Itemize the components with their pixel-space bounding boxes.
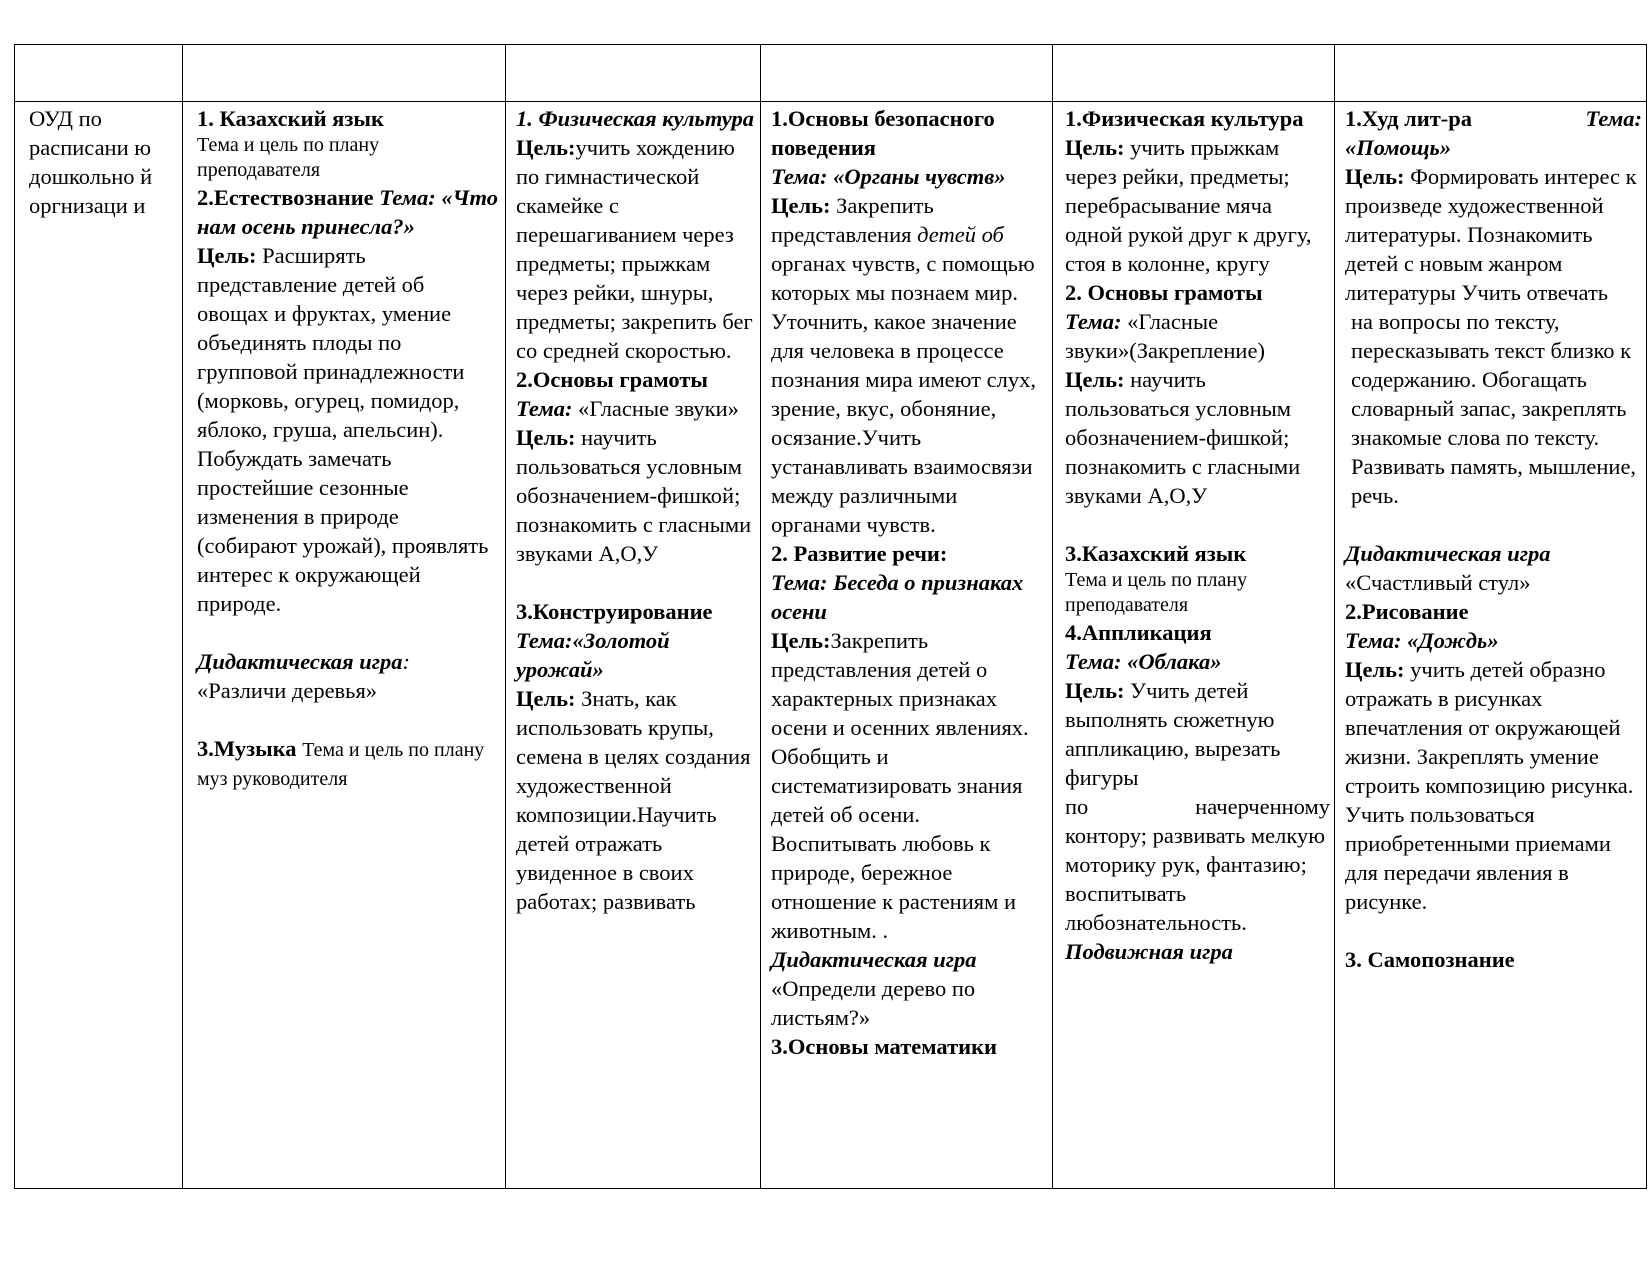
goal-text: научить пользоваться условным обозначением-фишкой; познакомить с гласными звуками А,О,У (1065, 367, 1301, 508)
goal-label: Цель: (1065, 367, 1125, 392)
day-cell-1 (183, 102, 506, 1189)
theme-text: «Гласные звуки» (578, 396, 739, 421)
goal-text-italic: детей об (917, 222, 1004, 247)
theme-label: Тема: (1065, 309, 1122, 334)
game-text: «Счастливый стул» (1345, 570, 1531, 595)
header-cell-2 (183, 45, 506, 102)
goal-label: Цель: (1065, 678, 1125, 703)
theme-label: Тема: (771, 164, 828, 189)
game-text: «Различи деревья» (197, 678, 378, 703)
goal-text: Закрепить представления (771, 193, 934, 247)
game-label: Дидактическая игра (197, 649, 403, 674)
goal-text: Расширять представление детей об овощах и фруктах, умение объединять плоды по групповой принадлежности (морковь, огурец, помидор, яблоко, груша, апельсин). Побуждать замечать простейшие сезонные изменения в природе (собирают урожай), проявлять интерес к окружающей природе. (197, 243, 489, 616)
theme-label: Тема: (771, 570, 828, 595)
game-text: «Определи дерево по листьям?» (771, 976, 976, 1030)
subject-title: 1. Казахский язык (197, 106, 384, 131)
day-cell-5 (1335, 102, 1647, 1189)
subject-title: 2.Основы грамоты (516, 367, 708, 392)
theme-text: «Что нам осень принесла?» (197, 185, 498, 239)
subject-title: 1.Основы безопасного поведения (771, 106, 995, 160)
subject-title: 3.Основы математики (771, 1034, 998, 1059)
schedule-sheet (14, 44, 1646, 1188)
theme-text: «Органы чувств» (833, 164, 1006, 189)
game-label: Дидактическая игра (1345, 541, 1551, 566)
row-label: ОУД по расписани ю дошкольно й оргнизаци и (29, 106, 153, 218)
game-label: Подвижная игра (1065, 939, 1233, 964)
theme-label: Тема: (516, 628, 573, 653)
subject-text: Тема и цель по плану преподавателя (1065, 569, 1248, 616)
goal-text: учить прыжкам через рейки, предметы; перебрасывание мяча одной рукой друг к другу, стоя в колонне, кругу (1065, 135, 1312, 276)
goal-text: научить пользоваться условным обозначением-фишкой; познакомить с гласными звуками А,О,У (516, 425, 752, 566)
subject-title: 1.Худ лит-ра (1345, 106, 1473, 131)
subject-title: 3.Казахский язык (1065, 541, 1247, 566)
goal-label: Цель: (1065, 135, 1125, 160)
header-row (15, 45, 1647, 102)
row-label-cell (15, 102, 183, 1189)
subject-title: 1. Физическая культура (516, 106, 754, 131)
header-cell-6 (1335, 45, 1647, 102)
goal-text: Формировать интерес к произведе художественной литературы. Познакомить детей с новым жанром литературы Учить отвечать (1345, 164, 1637, 305)
header-cell-5 (1053, 45, 1335, 102)
game-label: Дидактическая игра (771, 947, 977, 972)
goal-text: контору; развивать мелкую моторику рук, фантазию; воспитывать любознательность. (1065, 823, 1326, 935)
subject-title: 2.Естествознание (197, 185, 374, 210)
header-cell-1 (15, 45, 183, 102)
schedule-table (14, 44, 1647, 1189)
goal-text: органах чувств, с помощью которых мы познаем мир. Уточнить, какое значение для человека в процессе познания мира имеют слух, зрение, вкус, обоняние, осязание.Учить устанавливать взаимосвязи между различными органами чувств. (771, 251, 1036, 537)
theme-text: «Дождь» (1407, 628, 1499, 653)
goal-text: учить детей образно отражать в рисунках впечатления от окружающей жизни. Закреплять умение строить композицию рисунка. Учить пользоваться приобретенными приемами для передачи явления в рисунке. (1345, 657, 1634, 914)
subject-text: Тема и цель по плану преподавателя (197, 134, 380, 181)
goal-label: Цель: (516, 425, 576, 450)
subject-title: 4.Аппликация (1065, 620, 1212, 645)
header-cell-3 (506, 45, 761, 102)
goal-text: Знать, как использовать крупы, семена в целях создания художественной композиции.Научить детей отражать увиденное в своих работах; развивать (516, 686, 751, 914)
subject-title: 2. Развитие речи: (771, 541, 948, 566)
day-cell-3 (761, 102, 1053, 1189)
theme-text: Беседа о признаках осени (771, 570, 1024, 624)
game-colon: : (402, 649, 411, 674)
subject-title: 2. Основы грамоты (1065, 280, 1263, 305)
goal-label: Цель: (197, 243, 257, 268)
activities-row (15, 102, 1647, 1189)
theme-label: Тема: (1345, 628, 1402, 653)
subject-title: 3. Самопознание (1345, 947, 1515, 972)
theme-text: «Гласные звуки»(Закрепление) (1065, 309, 1265, 363)
goal-text: по начерченному (1065, 794, 1330, 819)
goal-label: Цель: (1345, 164, 1405, 189)
day-cell-4 (1053, 102, 1335, 1189)
subject-title: 3.Конструирование (516, 599, 713, 624)
header-cell-4 (761, 45, 1053, 102)
goal-label: Цель: (1345, 657, 1405, 682)
goal-label: Цель: (516, 686, 576, 711)
theme-label: Тема: (1585, 106, 1642, 131)
goal-label: Цель: (771, 628, 831, 653)
subject-title: 2.Рисование (1345, 599, 1469, 624)
theme-text: «Облака» (1127, 649, 1222, 674)
subject-text: Тема и цель по плану муз руководителя (197, 739, 485, 790)
theme-text: «Золотой урожай» (516, 628, 670, 682)
theme-label: Тема: (516, 396, 573, 421)
goal-text: Учить детей выполнять сюжетную аппликацию, вырезать фигуры (1065, 678, 1281, 790)
goal-text: Закрепить представления детей о характерных признаках осени и осенних явлениях. Обобщить и систематизировать знания детей об осени. Воспитывать любовь к природе, бережное отношение к растениям и животным. . (771, 628, 1029, 943)
goal-label: Цель: (771, 193, 831, 218)
theme-text: «Помощь» (1345, 135, 1452, 160)
theme-label: Тема: (379, 185, 436, 210)
goal-text: на вопросы по тексту, пересказывать текст близко к содержанию. Обогащать словарный запас, закреплять знакомые слова по тексту. Развивать память, мышление, речь. (1351, 309, 1637, 508)
subject-title: 3.Музыка (197, 736, 297, 761)
goal-label: Цель: (516, 135, 576, 160)
subject-title: 1.Физическая культура (1065, 106, 1304, 131)
day-cell-2 (506, 102, 761, 1189)
goal-text: учить хождению по гимнастической скамейке с перешагиванием через предметы; прыжкам через рейки, шнуры, предметы; закрепить бег со средней скоростью. (516, 135, 753, 363)
theme-label: Тема: (1065, 649, 1122, 674)
